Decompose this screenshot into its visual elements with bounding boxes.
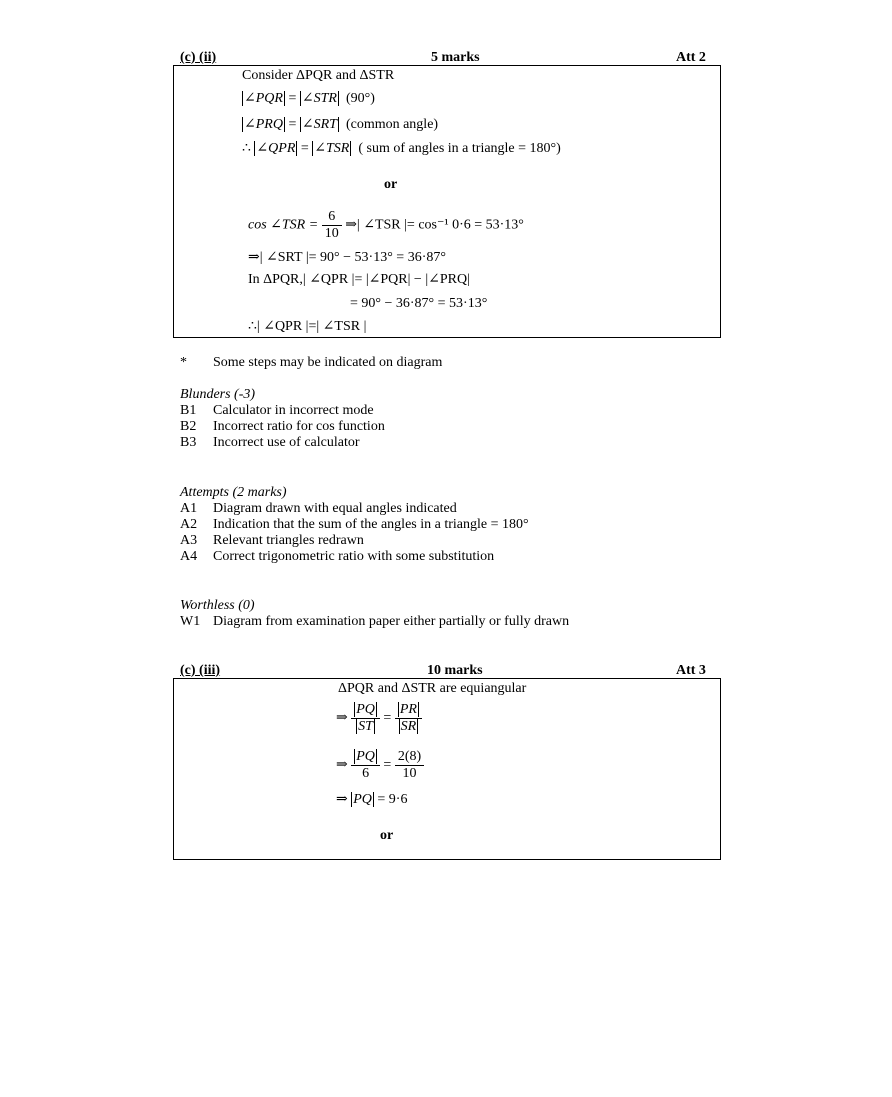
section-c2-marks: 5 marks xyxy=(431,50,480,65)
blunder-item xyxy=(180,403,374,419)
c3-fraction xyxy=(395,702,422,735)
implies-arrow: ⇒ xyxy=(336,792,348,807)
c3-result-right: = 9·6 xyxy=(377,792,408,807)
c2-cos-num: 6 xyxy=(328,209,336,224)
c2-line4-b: ∠TSR xyxy=(314,141,350,156)
c2-line4-note: ( sum of angles in a triangle = 180°) xyxy=(358,141,561,156)
implies-arrow: ⇒ xyxy=(336,757,348,773)
c3-g2-den: 10 xyxy=(395,765,424,782)
section-c3-att: Att 3 xyxy=(676,663,706,678)
c2-cos-fraction xyxy=(322,209,342,242)
worthless-code: W1 xyxy=(180,614,201,629)
section-c2-label: (c) (ii) xyxy=(180,50,217,65)
c2-line2-note: 90° xyxy=(350,91,371,106)
blunder-item xyxy=(180,419,385,435)
attempt-code: A2 xyxy=(180,517,198,532)
c2-qpr-line: In ΔPQR,| ∠QPR |= |∠PQR| − |∠PRQ| xyxy=(248,272,470,287)
attempt-item xyxy=(180,549,494,565)
attempt-item xyxy=(180,501,457,517)
c2-final-line: ∴| ∠QPR |=| ∠TSR | xyxy=(248,319,367,334)
blunder-text: Incorrect use of calculator xyxy=(213,435,360,450)
c2-line3: ∠PRQ = ∠SRT (common angle) xyxy=(244,117,439,132)
c2-line1: Consider ΔPQR and ΔSTR xyxy=(242,68,395,83)
section-c3-box xyxy=(173,678,721,860)
c2-line3-left: ∠PRQ xyxy=(244,117,283,132)
c2-line4: ∴ ∠QPR = ∠TSR ( sum of angles in a triangle = 180°) xyxy=(242,141,561,156)
c2-qpr-line2: = 90° − 36·87° = 53·13° xyxy=(350,296,488,311)
c2-line2: ∠PQR = ∠STR (90°) xyxy=(244,91,375,106)
equals-sign: = xyxy=(383,710,392,726)
c2-line3-note: (common angle) xyxy=(345,117,439,132)
c3-or: or xyxy=(380,828,394,843)
c3-f2-num: PR xyxy=(399,702,417,717)
c3-f1-den: ST xyxy=(358,719,373,734)
c2-line2-left: ∠PQR xyxy=(244,91,283,106)
c3-g2-num: 2(8) xyxy=(397,749,422,764)
section-c3-marks: 10 marks xyxy=(427,663,483,678)
c2-line2-right: ∠STR xyxy=(301,91,337,106)
c3-fraction xyxy=(395,749,424,782)
attempt-code: A3 xyxy=(180,533,198,548)
c2-cos-prefix: cos ∠TSR = xyxy=(248,217,319,233)
c2-line4-a: ∠QPR xyxy=(256,141,296,156)
section-c3-label: (c) (iii) xyxy=(180,663,221,678)
c3-f2-den: SR xyxy=(400,719,417,734)
attempts-title: Attempts (2 marks) xyxy=(180,485,287,500)
c3-result-left: PQ xyxy=(353,792,372,807)
attempt-code: A1 xyxy=(180,501,198,516)
worthless-text: Diagram from examination paper either partially or fully drawn xyxy=(213,614,570,629)
equals-sign: = xyxy=(383,757,392,773)
section-c2-att: Att 2 xyxy=(676,50,706,65)
blunders-title: Blunders (-3) xyxy=(180,387,256,402)
worthless-item xyxy=(180,614,569,630)
c3-fraction xyxy=(351,702,380,735)
c3-g1-den: 6 xyxy=(351,765,380,782)
therefore-symbol: ∴ xyxy=(242,141,251,156)
note-star: * xyxy=(180,355,187,370)
c3-fraction xyxy=(351,749,380,782)
c3-line1: ΔPQR and ΔSTR are equiangular xyxy=(338,681,527,696)
c2-srt-line: ⇒| ∠SRT |= 90° − 53·13° = 36·87° xyxy=(248,250,446,265)
blunder-code: B1 xyxy=(180,403,197,418)
attempt-text: Correct trigonometric ratio with some substitution xyxy=(213,549,495,564)
c2-or: or xyxy=(384,177,398,192)
c3-g1-num: PQ xyxy=(356,749,375,764)
blunder-text: Calculator in incorrect mode xyxy=(213,403,374,418)
c3-ratio-line xyxy=(336,702,422,735)
c2-cos-suffix: ⇒| ∠TSR |= cos⁻¹ 0·6 = 53·13° xyxy=(345,217,524,233)
c2-cos-line xyxy=(248,209,524,242)
c3-sub-line xyxy=(336,749,424,782)
blunder-text: Incorrect ratio for cos function xyxy=(213,419,385,434)
attempt-item xyxy=(180,517,529,533)
note-text: Some steps may be indicated on diagram xyxy=(213,355,443,370)
c2-line3-right: ∠SRT xyxy=(301,117,337,132)
blunder-code: B3 xyxy=(180,435,197,450)
c2-cos-den: 10 xyxy=(322,225,342,242)
attempt-text: Diagram drawn with equal angles indicated xyxy=(213,501,457,516)
blunder-code: B2 xyxy=(180,419,197,434)
attempt-text: Indication that the sum of the angles in a triangle = 180° xyxy=(213,517,529,532)
implies-arrow: ⇒ xyxy=(336,710,348,726)
c3-f1-num: PQ xyxy=(356,702,375,717)
attempt-code: A4 xyxy=(180,549,198,564)
c3-result-line xyxy=(336,791,407,808)
attempt-text: Relevant triangles redrawn xyxy=(213,533,364,548)
blunder-item xyxy=(180,435,360,451)
attempt-item xyxy=(180,533,364,549)
worthless-title: Worthless (0) xyxy=(180,598,255,613)
